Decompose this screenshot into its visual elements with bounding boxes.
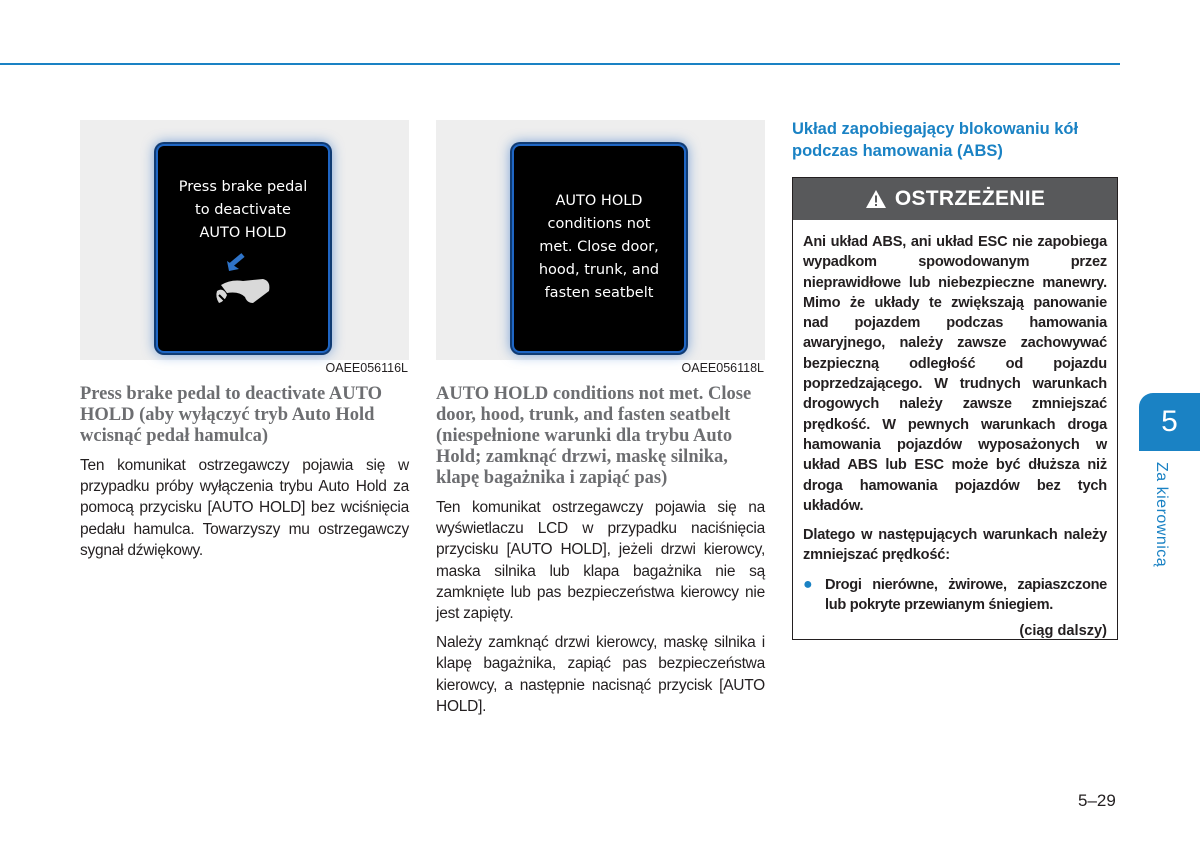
section-heading: AUTO HOLD conditions not met. Close door, hood, trunk, and fasten seatbelt (niespełnione warunki dla trybu Auto Hold; zamknąć drzwi, maskę silnika, klapę bagażnika i zapiąć pas) xyxy=(436,384,752,488)
warning-title: OSTRZEŻENIE xyxy=(894,187,1046,210)
lcd-line: Press brake pedal xyxy=(178,179,308,195)
warning-bullet xyxy=(803,575,1107,616)
abs-section-title: Układ zapobiegający blokowaniu kół podczas hamowania (ABS) xyxy=(792,120,1079,160)
chapter-tab: 5 xyxy=(1139,393,1200,451)
figure-conditions-display xyxy=(436,120,765,360)
bullet-icon: ● xyxy=(803,575,813,593)
lcd-line: AUTO HOLD xyxy=(199,225,287,241)
body-paragraph: Ten komunikat ostrzegawczy pojawia się na wyświetlaczu LCD w przypadku naciśnięcia przycisku [AUTO HOLD], jeżeli drzwi kierowcy, maska silnika lub klapa bagażnika nie są zamknięte lub pas bezpieczeństwa kierowcy nie jest zapięty. xyxy=(436,499,765,623)
top-rule xyxy=(0,63,1120,65)
lcd-line: fasten seatbelt xyxy=(544,285,654,301)
warning-paragraph: Dlatego w następujących warunkach należy zmniejszać prędkość: xyxy=(803,527,1107,564)
brake-pedal-icon xyxy=(213,251,277,311)
lcd-line: met. Close door, xyxy=(539,239,659,255)
lcd-message xyxy=(158,176,328,245)
column-brake-pedal xyxy=(80,384,409,569)
body-paragraph: Należy zamknąć drzwi kierowcy, maskę silnika i klapę bagażnika, zapiąć pas bezpieczeństwa kierowcy, a następnie nacisnąć przycisk [AUTO HOLD]. xyxy=(436,634,765,715)
continued-note: (ciąg dalszy) xyxy=(1019,623,1107,640)
section-heading: Press brake pedal to deactivate AUTO HOLD (aby wyłączyć tryb Auto Hold wcisnąć pedał hamulca) xyxy=(80,384,382,446)
figure-code: OAEE056118L xyxy=(681,361,764,375)
warning-paragraph: Ani układ ABS, ani układ ESC nie zapobiega wypadkom spowodowanym przez nieprawidłowe lub niebezpieczne manewry. Mimo że układy te zwiększają panowanie nad pojazdem podczas hamowania awaryjnego, należy zawsze zachowywać bezpieczną odległość od pojazdu poprzedzającego. W trudnych warunkach drogowych należy zawsze zmniejszać prędkość. W pewnych warunkach droga hamowania pojazdów wyposażonych w układ ABS lub ESC może być dłuższa niż droga hamowania pojazdów bez tych układów. xyxy=(803,234,1107,514)
figure-brake-pedal-display xyxy=(80,120,409,360)
column-conditions xyxy=(436,384,765,725)
warning-box xyxy=(792,177,1118,640)
warning-triangle-icon xyxy=(865,189,887,209)
bullet-text: Drogi nierówne, żwirowe, zapiaszczone lub pokryte przewianym śniegiem. xyxy=(825,576,1107,614)
lcd-line: conditions not xyxy=(547,216,651,232)
lcd-line: AUTO HOLD xyxy=(555,193,643,209)
warning-header xyxy=(793,178,1117,220)
lcd-line: to deactivate xyxy=(195,202,291,218)
lcd-line: hood, trunk, and xyxy=(538,262,660,278)
lcd-display xyxy=(514,146,684,351)
body-paragraph: Ten komunikat ostrzegawczy pojawia się w przypadku próby wyłączenia trybu Auto Hold za pomocą przycisku [AUTO HOLD] bez wciśnięcia pedału hamulca. Towarzyszy mu ostrzegawczy sygnał dźwiękowy. xyxy=(80,457,409,559)
chapter-label: Za kierownicą xyxy=(1153,462,1170,568)
lcd-display xyxy=(158,146,328,351)
figure-code: OAEE056116L xyxy=(325,361,408,375)
lcd-message xyxy=(514,190,684,305)
page-number: 5–29 xyxy=(1078,791,1116,810)
warning-body xyxy=(793,220,1117,641)
